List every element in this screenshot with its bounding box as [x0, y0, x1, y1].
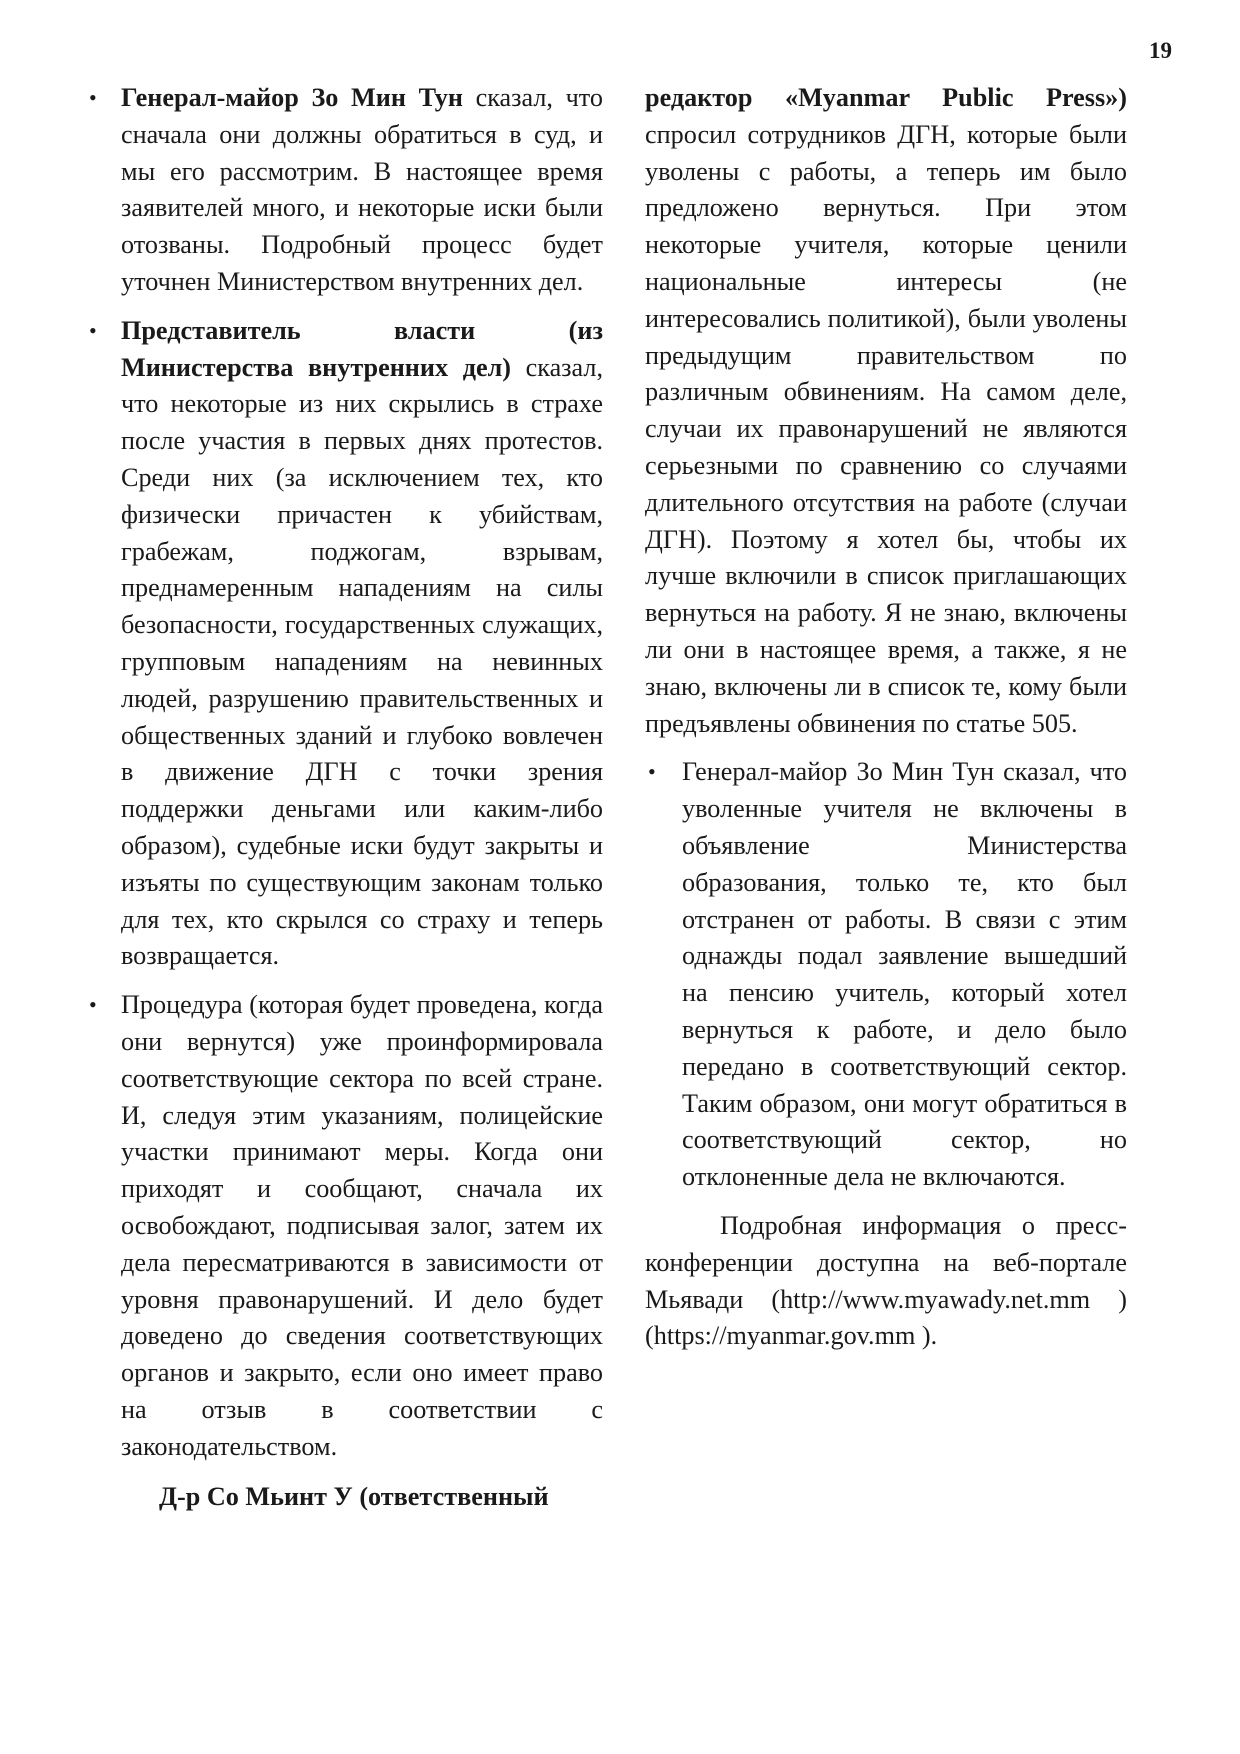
statement-text: Генерал-майор Зо Мин Тун сказал, что уволенные учителя не включены в объявление Министерства образования, только те, кто был отстранен от работы. В связи с этим однажды подал заявление вышедший на пенсию учитель, который хотел вернуться к работе, и дело было передано в соответствующий сектор. Таким образом, они могут обратиться в соответствующий сектор, но отклоненные дела не включаются. [682, 757, 1127, 1192]
right-bullet-list [645, 754, 1127, 1196]
bullet-icon: • [89, 317, 97, 343]
left-column [89, 80, 604, 1516]
bullet-icon: • [89, 85, 97, 110]
list-item [645, 754, 1127, 1196]
right-column [645, 80, 1127, 1355]
statement-text: сказал, что некоторые из них скрылись в страхе после участия в первых днях протестов. Среди них (за исключением тех, кто физически причастен к убийствам, грабежам, поджогам, взрывам, преднамеренным нападениям на силы безопасности, государственных служащих, групповым нападениям на невинных людей, разрушению правительственных и общественных зданий и глубоко вовлечен в движение ДГН с точки зрения поддержки деньгами или каким-либо образом), судебные иски будут закрыты и изъяты по существующим законам только для тех, кто скрылся со страху и теперь возвращается. [121, 352, 604, 971]
statement-text: Процедура (которая будет проведена, когда они вернутся) уже проинформировала соответствующие сектора по всей стране. И, следуя этим указаниям, полицейские участки принимают меры. Когда они приходят и сообщают, сначала их освобождают, подписывая залог, затем их дела пересматриваются в зависимости от уровня правонарушений. И дело будет доведено до сведения соответствующих органов и закрыто, если оно имеет право на отзыв в соответствии с законодательством. [121, 990, 603, 1461]
speaker-name: Генерал-майор Зо Мин Тун [121, 83, 463, 112]
speaker-name: Д-р Со Мьинт У (ответственный [159, 1482, 549, 1512]
statement-text: сказал, что сначала они должны обратиться в суд, и мы его рассмотрим. В настоящее время заявителей много, и некоторые иски были отозваны. Подробный процесс будет уточнен Министерством внутренних дел. [121, 83, 603, 296]
closing-speaker [121, 1479, 603, 1516]
list-item [89, 987, 603, 1465]
list-item [89, 313, 604, 975]
page-number: 19 [1149, 38, 1172, 63]
bullet-icon: • [89, 992, 97, 1018]
list-item [89, 80, 603, 301]
question-paragraph [645, 80, 1127, 742]
statement-text: спросил сотрудников ДГН, которые были уволены с работы, а теперь им было предложено вернуться. При этом некоторые учителя, которые ценили национальные интересы (не интересовались политикой), были уволены предыдущим правительством по различным обвинениям. На самом деле, случаи их правонарушений не являются серьезными по сравнению со случаями длительного отсутствия на работе (случаи ДГН). Поэтому я хотел бы, чтобы их лучше включили в список приглашающих вернуться на работу. Я не знаю, включены ли они в настоящее время, а также, я не знаю, включены ли в список те, кому были предъявлены обвинения по статье 505. [645, 119, 1127, 738]
closing-paragraph: Подробная информация о пресс-конференции доступна на веб-портале Мьявади (http://www.myawady.net.mm ) (https://myanmar.gov.mm ). [645, 1210, 1127, 1351]
left-bullet-list [89, 80, 604, 1465]
speaker-name: редактор «Myanmar Public Press») [645, 83, 1127, 112]
speaker-name: Представитель власти (из Министерства внутренних дел) [121, 315, 603, 382]
bullet-icon: • [648, 759, 656, 785]
